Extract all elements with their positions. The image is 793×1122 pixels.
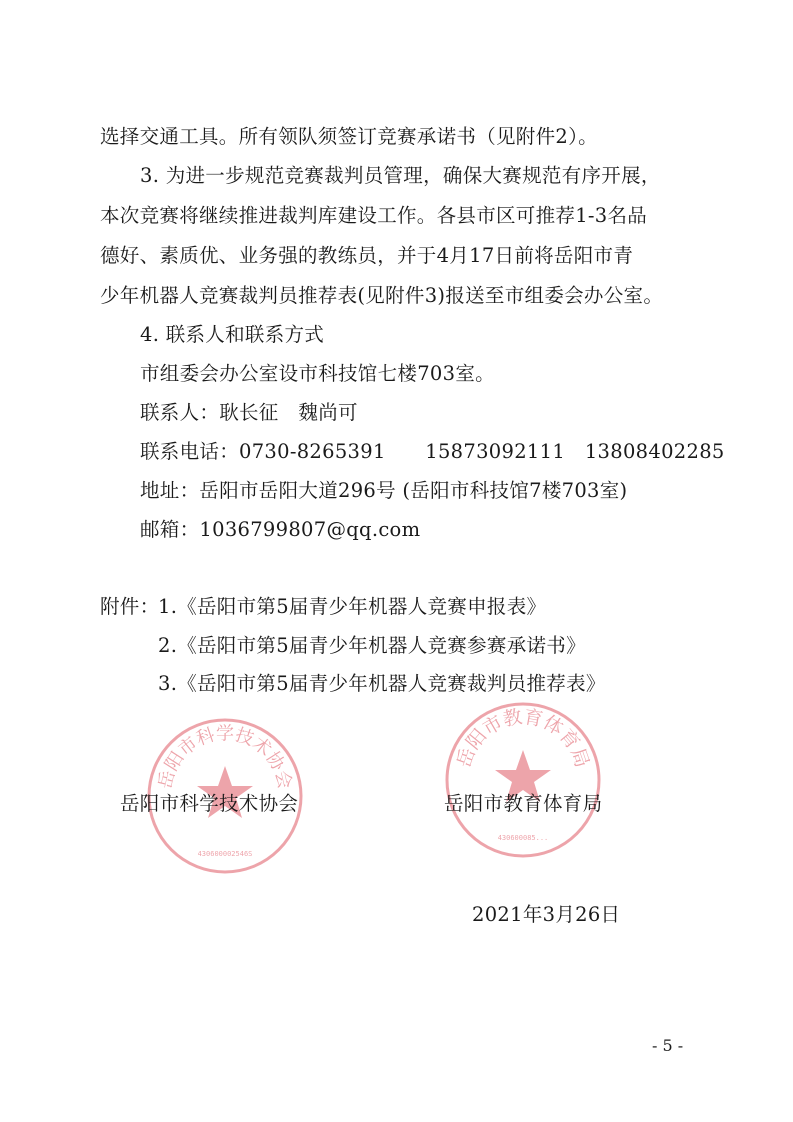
- page-number: - 5 -: [652, 1036, 684, 1055]
- signature-right: 岳阳市教育体育局: [444, 792, 603, 815]
- contact-persons: 联系人：耿长征 魏尚可: [140, 401, 358, 424]
- paragraph-line: 选择交通工具。所有领队须签订竞赛承诺书（见附件2）。: [100, 125, 598, 148]
- attachment-item: 3.《岳阳市第5届青少年机器人竞赛裁判员推荐表》: [158, 672, 606, 695]
- attachment-item: 1.《岳阳市第5届青少年机器人竞赛申报表》: [158, 595, 547, 618]
- office-location: 市组委会办公室设市科技馆七楼703室。: [140, 362, 495, 385]
- paragraph-line: 3. 为进一步规范竞赛裁判员管理，确保大赛规范有序开展，: [140, 164, 661, 187]
- svg-text:岳阳市教育体育局: 岳阳市教育体育局: [452, 705, 594, 771]
- svg-text:430600085...: 430600085...: [497, 834, 549, 842]
- contact-phones: 联系电话：0730-8265391 15873092111 13808402285: [140, 440, 725, 463]
- attachment-item: 2.《岳阳市第5届青少年机器人竞赛参赛承诺书》: [158, 634, 586, 657]
- paragraph-line: 少年机器人竞赛裁判员推荐表(见附件3)报送至市组委会办公室。: [100, 284, 664, 307]
- signature-left: 岳阳市科学技术协会: [120, 792, 299, 815]
- section-heading: 4. 联系人和联系方式: [140, 323, 325, 346]
- paragraph-line: 德好、素质优、业务强的教练员，并于4月17日前将岳阳市青: [100, 244, 634, 267]
- attachments-label: 附件：: [100, 595, 160, 618]
- contact-email: 邮箱：1036799807@qq.com: [140, 518, 421, 541]
- seal-stamp-right: [443, 700, 603, 860]
- svg-text:430600002546S: 430600002546S: [197, 850, 253, 858]
- paragraph-line: 本次竞赛将继续推进裁判库建设工作。各县市区可推荐1-3名品: [100, 204, 648, 227]
- svg-text:岳阳市科学技术协会: 岳阳市科学技术协会: [154, 723, 296, 791]
- document-date: 2021年3月26日: [472, 903, 621, 926]
- contact-address: 地址：岳阳市岳阳大道296号 (岳阳市科技馆7楼703室): [140, 479, 628, 502]
